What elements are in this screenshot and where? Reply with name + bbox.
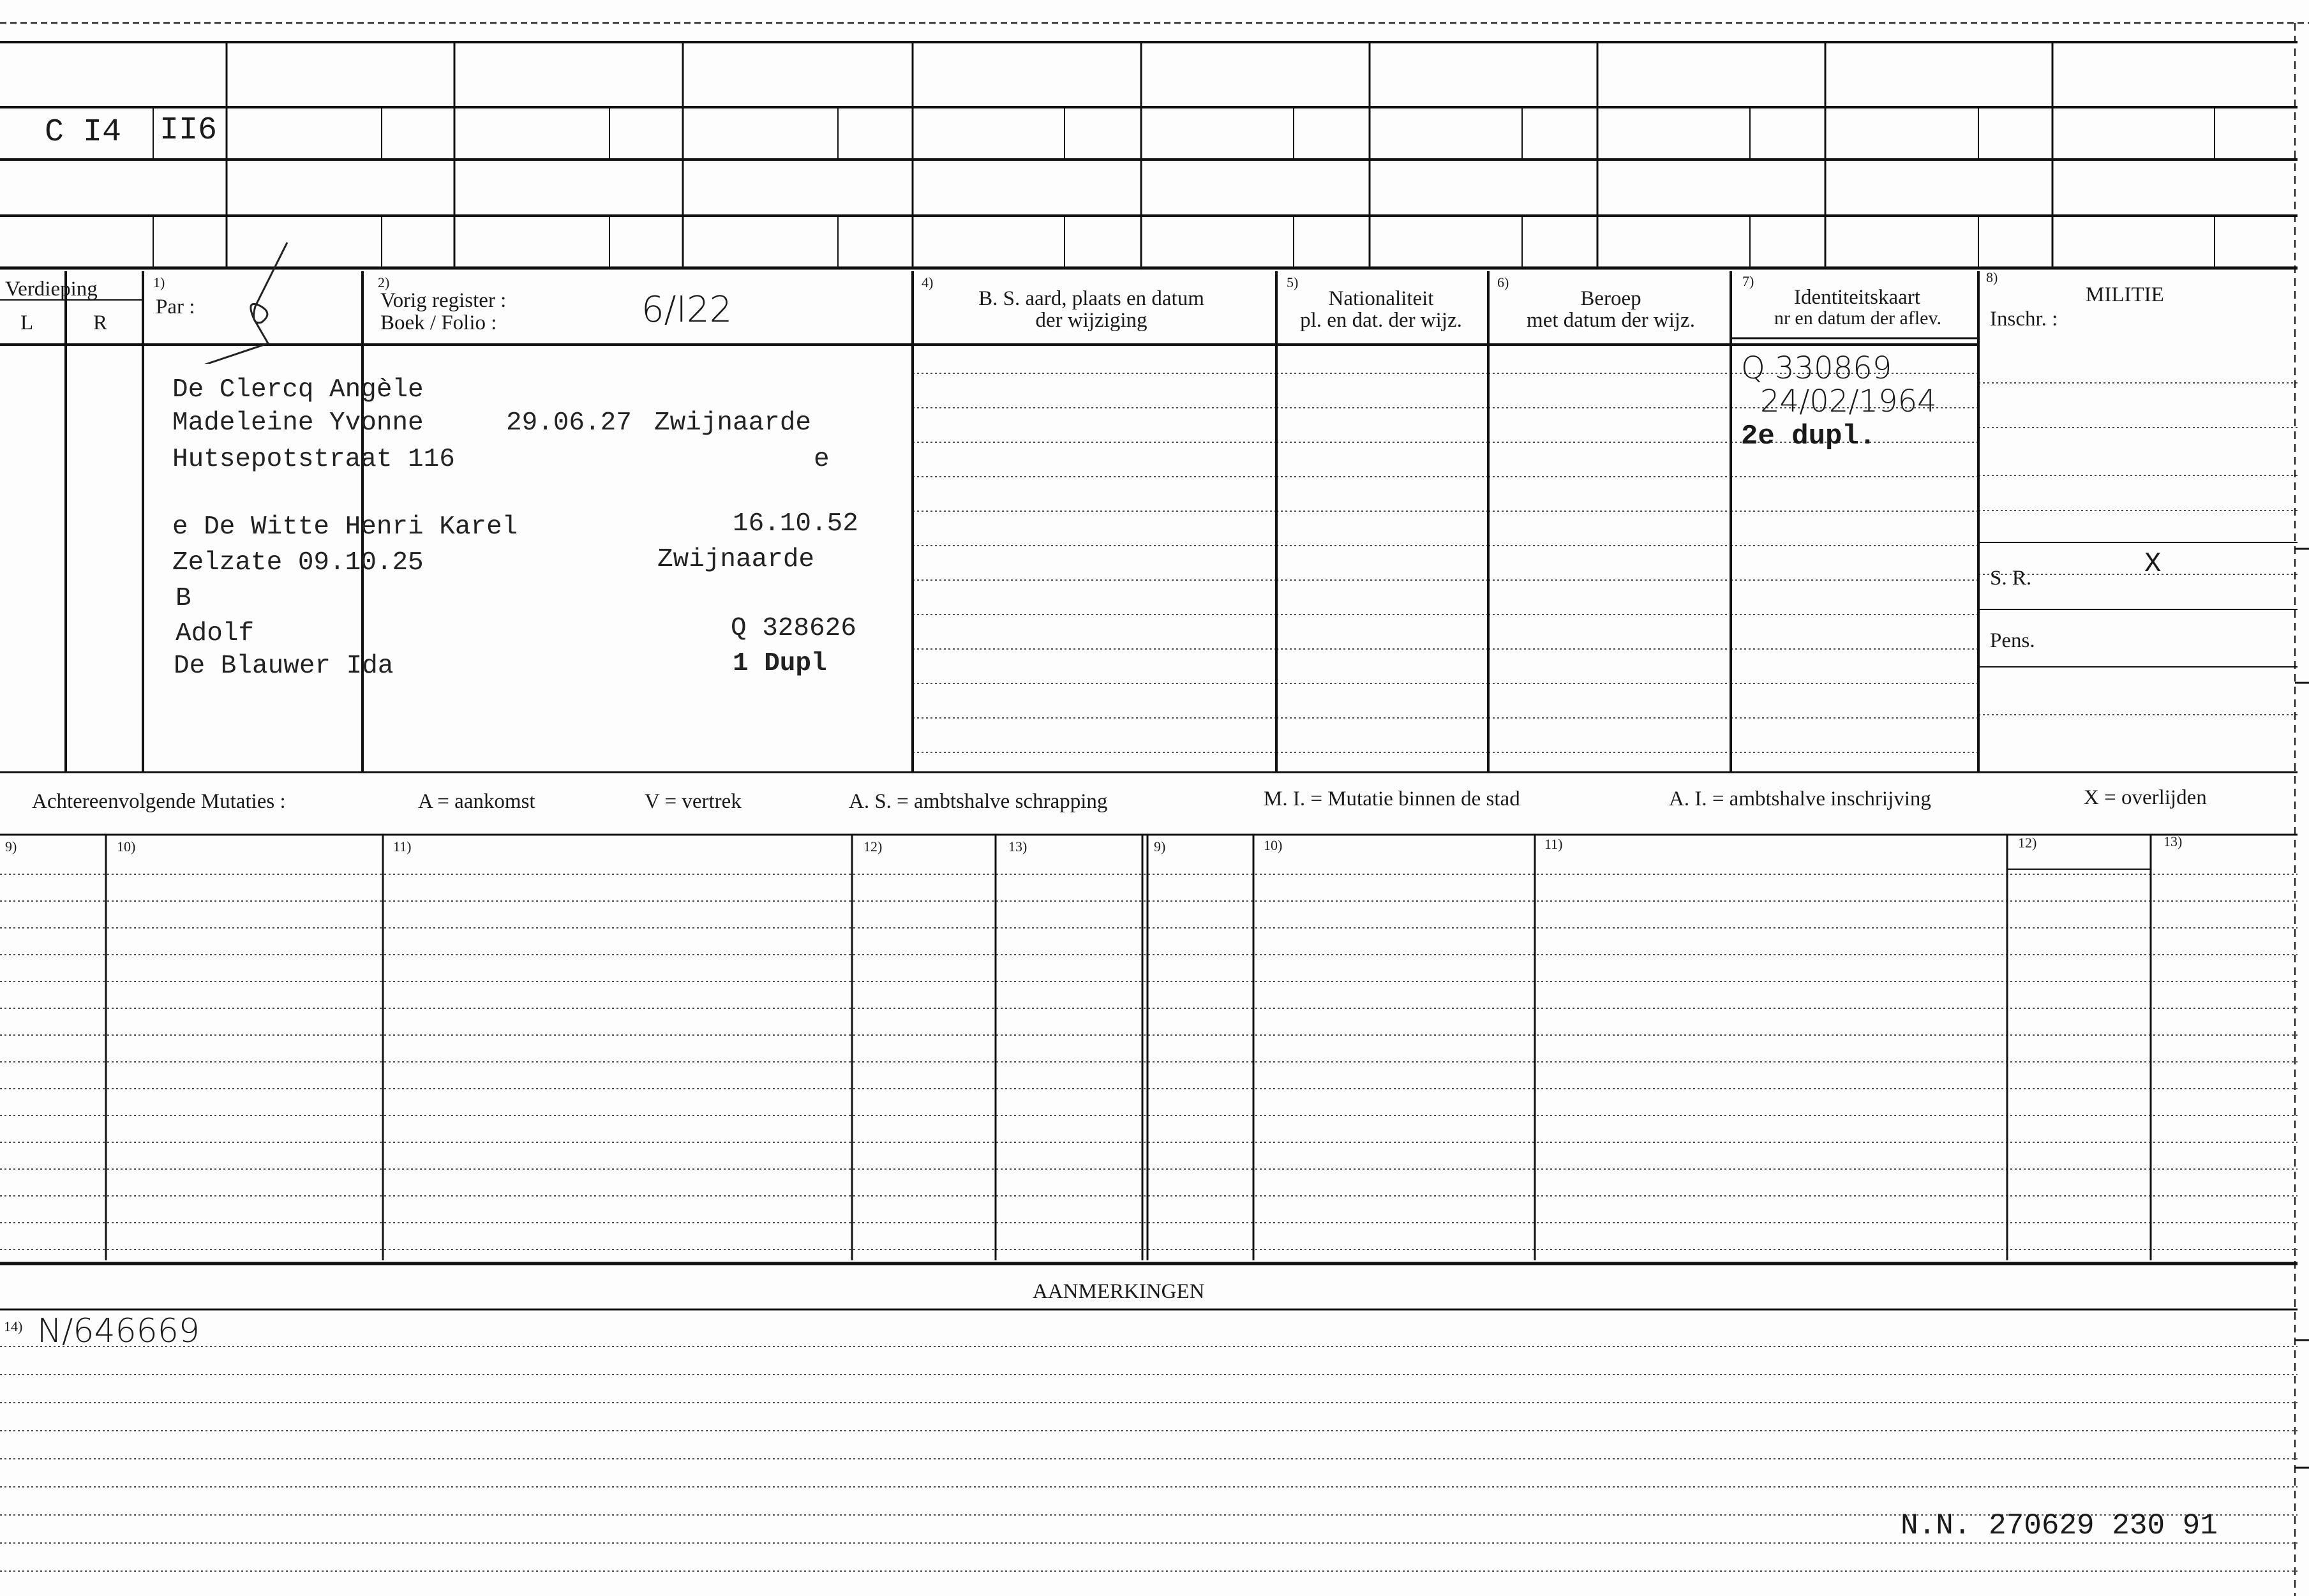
person-line-2: Madeleine Yvonne xyxy=(172,408,424,438)
remarks-title: AANMERKINGEN xyxy=(1033,1280,1205,1303)
person-marriage-place: Zwijnaarde xyxy=(657,545,815,574)
person-birth-date: 29.06.27 xyxy=(506,408,632,438)
person-line-8: De Blauwer Ida xyxy=(174,652,394,681)
reference-code: C I4 xyxy=(45,114,122,151)
national-number: N.N. 270629 230 91 xyxy=(1901,1509,2218,1542)
legend-aankomst: A = aankomst xyxy=(418,790,535,813)
col6-subtitle: met datum der wijz. xyxy=(1527,309,1695,332)
col2-label-vorig: Vorig register : xyxy=(380,289,507,312)
person-line-5: Zelzate 09.10.25 xyxy=(172,548,424,578)
reference-number: II6 xyxy=(160,112,218,149)
identity-card-date: 24/02/1964 xyxy=(1760,384,1937,419)
mutation-col-11b: 11) xyxy=(1544,836,1563,852)
col8-number: 8) xyxy=(1986,269,1998,285)
pens-label: Pens. xyxy=(1990,629,2035,652)
mutation-col-10: 10) xyxy=(117,839,136,854)
person-marriage-date: 16.10.52 xyxy=(733,509,858,539)
col5-number: 5) xyxy=(1287,274,1299,290)
mutation-col-13: 13) xyxy=(1008,839,1027,854)
person-line-1: De Clercq Angèle xyxy=(172,375,424,405)
mutation-col-13b: 13) xyxy=(2163,833,2183,849)
mutation-col-12b: 12) xyxy=(2018,835,2037,851)
remarks-number: 14) xyxy=(4,1318,23,1334)
mutation-col-11: 11) xyxy=(393,839,412,854)
sr-label: S. R. xyxy=(1990,567,2032,590)
handwritten-par-mark xyxy=(179,236,306,364)
person-birth-place: Zwijnaarde xyxy=(654,408,812,438)
legend-mutatie: M. I. = Mutatie binnen de stad xyxy=(1264,787,1520,810)
col2-number: 2) xyxy=(378,274,390,290)
col4-number: 4) xyxy=(922,274,934,290)
mutation-col-10b: 10) xyxy=(1264,837,1283,853)
col5-subtitle: pl. en dat. der wijz. xyxy=(1300,309,1462,332)
person-id-number: Q 328626 xyxy=(731,614,856,643)
legend-vertrek: V = vertrek xyxy=(645,790,742,813)
verdieping-label: Verdieping xyxy=(5,278,98,301)
col6-number: 6) xyxy=(1497,274,1509,290)
person-line-6: B xyxy=(176,584,191,613)
legend-schrapping: A. S. = ambtshalve schrapping xyxy=(849,790,1108,813)
person-line-3: Hutsepotstraat 116 xyxy=(172,445,455,474)
militie-title: MILITIE xyxy=(2086,283,2164,306)
col4-subtitle: der wijziging xyxy=(1035,309,1147,332)
person-dupl: 1 Dupl xyxy=(733,649,827,678)
col5-title: Nationaliteit xyxy=(1328,287,1434,310)
mutation-col-9: 9) xyxy=(5,839,17,854)
col4-title: B. S. aard, plaats en datum xyxy=(978,287,1204,310)
col6-title: Beroep xyxy=(1580,287,1641,310)
col7-subtitle: nr en datum der aflev. xyxy=(1774,308,1942,329)
col2-label-boek: Boek / Folio : xyxy=(380,311,497,334)
identity-card-number: Q 330869 xyxy=(1741,350,1892,386)
remarks-value: N/646669 xyxy=(37,1312,200,1350)
legend-overlijden: X = overlijden xyxy=(2084,786,2207,809)
col7-number: 7) xyxy=(1742,273,1754,289)
verdieping-right: R xyxy=(93,311,108,334)
col1-label: Par : xyxy=(156,295,195,318)
person-line-3-mark: e xyxy=(814,445,830,474)
verdieping-left: L xyxy=(20,311,34,334)
identity-card-note: 2e dupl. xyxy=(1741,421,1876,452)
vorig-register-value: 6/I22 xyxy=(641,289,733,331)
legend-inschrijving: A. I. = ambtshalve inschrijving xyxy=(1669,787,1931,810)
col1-number: 1) xyxy=(153,274,165,290)
mutation-col-9b: 9) xyxy=(1154,839,1166,854)
person-line-4: e De Witte Henri Karel xyxy=(172,512,518,542)
mutations-label: Achtereenvolgende Mutaties : xyxy=(32,790,286,813)
inschr-label: Inschr. : xyxy=(1990,308,2058,331)
person-line-7: Adolf xyxy=(176,619,255,648)
col7-title: Identiteitskaart xyxy=(1794,286,1920,309)
mutation-col-12: 12) xyxy=(863,839,883,854)
sr-value: X xyxy=(2144,548,2162,580)
